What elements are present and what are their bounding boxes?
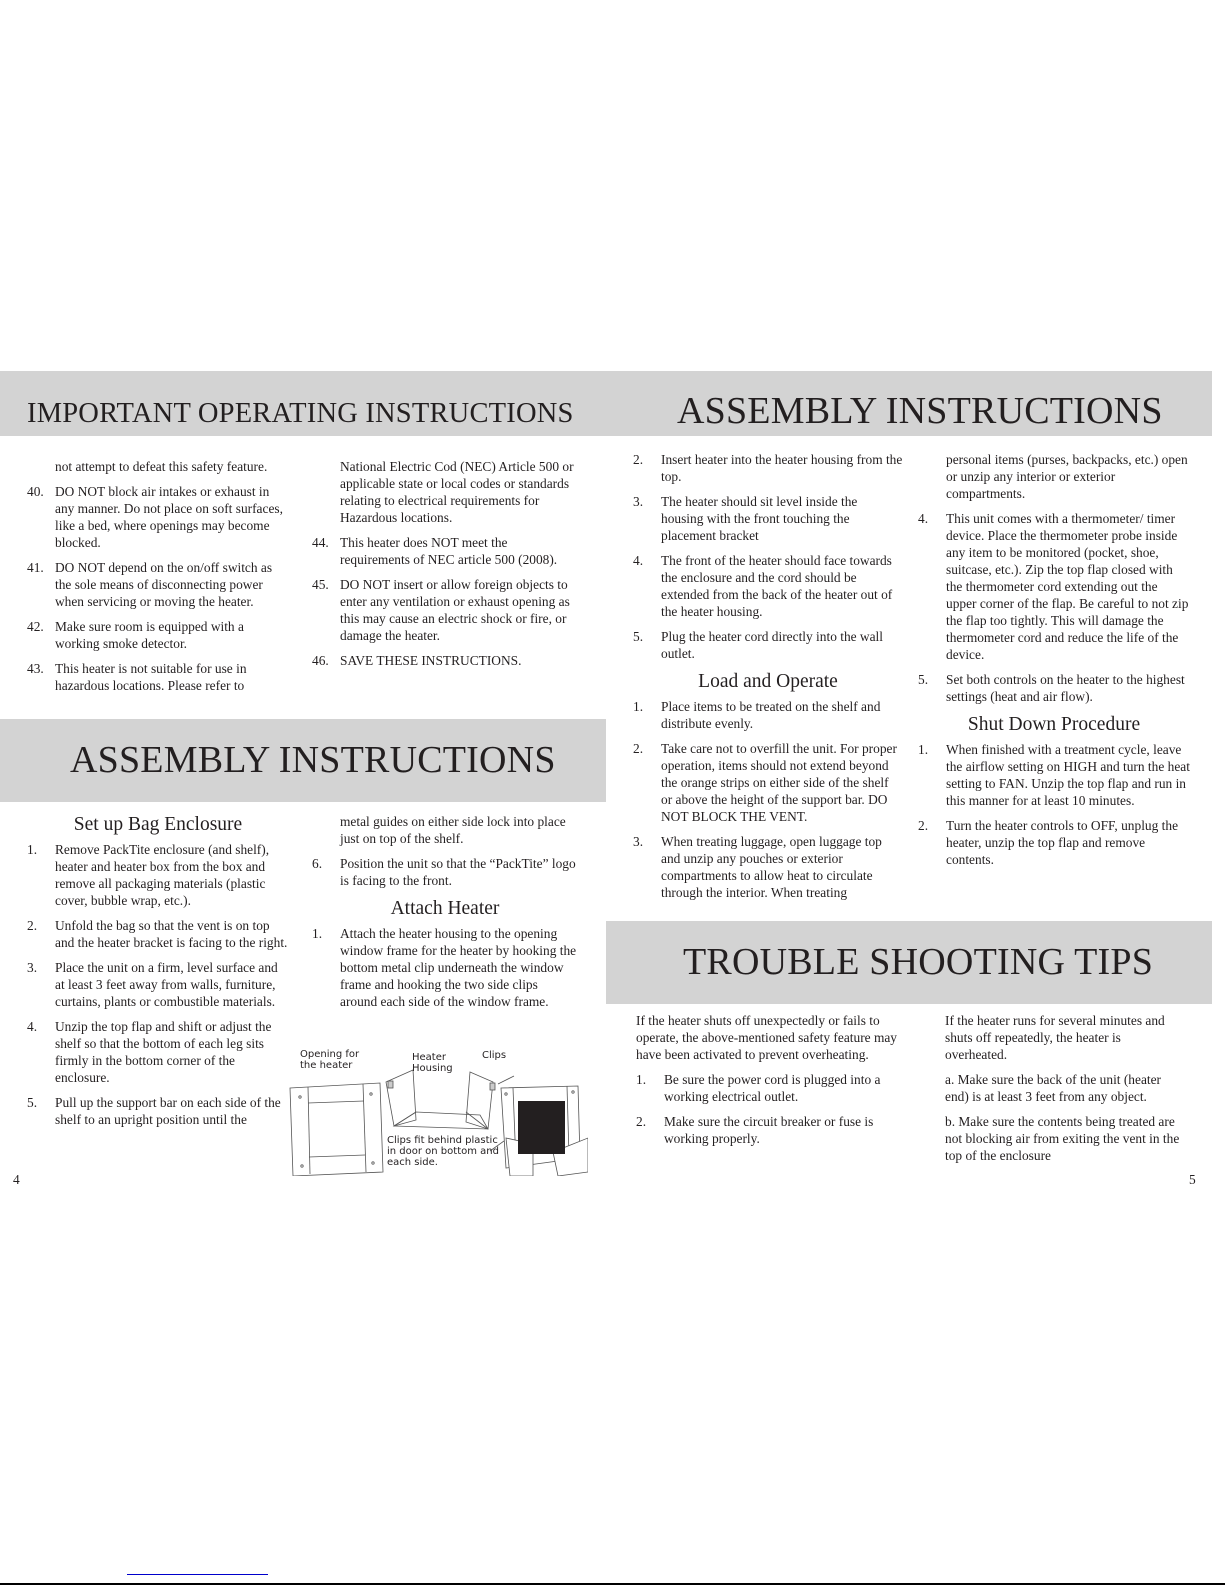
setup-col-1 — [27, 813, 289, 1136]
operating-col-2 — [312, 458, 574, 677]
list-item-continuation: not attempt to defeat this safety feature. — [55, 459, 268, 474]
list-item: 2. Turn the heater controls to OFF, unplug the heater, unzip the top flap and remove contents. — [918, 818, 1179, 867]
list-item: 5. Plug the heater cord directly into the wall outlet. — [633, 629, 883, 661]
subsection-title-shutdown: Shut Down Procedure — [967, 714, 1141, 735]
list-item: 3. When treating luggage, open luggage top and unzip any pouches or exterior compartments to allow heat to circulate through the interior. When treating — [633, 834, 882, 900]
list-item: 2. Take care not to overfill the unit. For proper operation, items should not extend beyond the orange strips on either side of the shelf or above the height of the support bar. DO NOT BLOCK THE VENT. — [633, 741, 897, 824]
list-item: 41. DO NOT depend on the on/off switch as the sole means of disconnecting power when servicing or moving the heater. — [27, 560, 273, 609]
subsection-title-attach: Attach Heater — [390, 898, 500, 919]
trouble-intro: If the heater shuts off unexpectedly or fails to operate, the above-mentioned safety feature may have been activated to prevent overheating. — [636, 1013, 897, 1062]
list-item: 43. This heater is not suitable for use in hazardous locations. Please refer to — [27, 661, 247, 693]
list-item: 5. Pull up the support bar on each side of the shelf to an upright position until the — [27, 1095, 281, 1127]
link-underline[interactable] — [127, 1574, 268, 1575]
list-item: 1. Attach the heater housing to the opening window frame for the heater by hooking the bottom metal clip underneath the window frame and hooking the two side clips around each side of the window frame. — [312, 926, 577, 1009]
list-item: 1. Place items to be treated on the shelf and distribute evenly. — [633, 699, 881, 731]
section-title-assembly-right: ASSEMBLY INSTRUCTIONS — [677, 390, 1163, 432]
trouble-col-1 — [636, 1012, 906, 1155]
label-clips: Clips — [482, 1050, 507, 1061]
list-item: 3. Place the unit on a firm, level surface and at least 3 feet away from walls, furniture, curtains, plants or combustible materials. — [27, 960, 278, 1009]
list-item: 1. When finished with a treatment cycle, leave the airflow setting on HIGH and turn the heat setting to FAN. Unzip the top flap and run in this manner for at least 10 minutes. — [918, 742, 1190, 808]
trouble-tip: b. Make sure the contents being treated are not blocking air from exiting the vent in the top of the enclosure — [945, 1114, 1180, 1163]
heater-opening-dark — [518, 1101, 565, 1154]
label-caption: Clips fit behind plastic in door on bottom and each side. — [387, 1135, 499, 1168]
operating-col-1 — [27, 458, 289, 702]
list-item: 44. This heater does NOT meet the requirements of NEC article 500 (2008). — [312, 535, 558, 567]
trouble-tip: a. Make sure the back of the unit (heater end) is at least 3 feet from any object. — [945, 1072, 1162, 1104]
assembly-right-col-2 — [918, 451, 1190, 876]
list-item: 2. Insert heater into the heater housing from the top. — [633, 452, 903, 484]
list-item-continuation: metal guides on either side lock into place just on top of the shelf. — [340, 814, 566, 846]
list-item: 3. The heater should sit level inside the housing with the front touching the placement bracket — [633, 494, 858, 543]
list-item: 1. Remove PackTite enclosure (and shelf), heater and heater box from the box and remove all packaging materials (plastic cover, bubble wrap, etc.). — [27, 842, 270, 908]
subsection-title-setup: Set up Bag Enclosure — [73, 814, 243, 835]
list-item: 4. The front of the heater should face towards the enclosure and the cord should be extended from the back of the heater out of the heater housing. — [633, 553, 893, 619]
trouble-intro: If the heater runs for several minutes and shuts off repeatedly, the heater is overheated. — [945, 1013, 1165, 1062]
label-housing: Heater Housing — [412, 1052, 453, 1074]
page-number-left: 4 — [13, 1172, 20, 1187]
list-item-continuation: personal items (purses, backpacks, etc.) open or unzip any interior or exterior compartments. — [946, 452, 1188, 501]
list-item: 4. This unit comes with a thermometer/ timer device. Place the thermometer probe inside any item to be monitored (pocket, shoe, suitcase, etc.). Zip the top flap closed with the thermometer cord extending out the upper corner of the flap. Be careful to not zip the flap too tightly. This will damage the thermometer cord and reduce the life of the device. — [918, 511, 1189, 662]
list-item: 2. Unfold the bag so that the vent is on top and the heater bracket is facing to the right. — [27, 918, 288, 950]
list-item: 6. Position the unit so that the “PackTite” logo is facing to the front. — [312, 856, 576, 888]
section-title-trouble: TROUBLE SHOOTING TIPS — [683, 941, 1154, 983]
list-item: 4. Unzip the top flap and shift or adjust the shelf so that the bottom of each leg sits firmly in the bottom corner of the enclosure. — [27, 1019, 272, 1085]
page-number-right: 5 — [1189, 1172, 1196, 1187]
list-item: 2. Make sure the circuit breaker or fuse is working properly. — [636, 1114, 874, 1146]
list-item: 42. Make sure room is equipped with a working smoke detector. — [27, 619, 244, 651]
label-opening: Opening for the heater — [300, 1049, 360, 1071]
assembly-right-col-1 — [633, 451, 903, 909]
list-item: 40. DO NOT block air intakes or exhaust in any manner. Do not place on soft surfaces, like a bed, where openings may become blocked. — [27, 484, 283, 550]
list-item: 45. DO NOT insert or allow foreign objects to enter any ventilation or exhaust opening as this may cause an electric shock or fire, or damage the heater. — [312, 577, 570, 643]
setup-col-2 — [312, 813, 578, 1018]
subsection-title-load: Load and Operate — [698, 671, 838, 692]
list-item: 5. Set both controls on the heater to the highest settings (heat and air flow). — [918, 672, 1185, 704]
list-item: 46. SAVE THESE INSTRUCTIONS. — [312, 653, 522, 668]
heater-housing-illustration — [288, 1040, 588, 1176]
trouble-col-2 — [945, 1012, 1185, 1172]
list-item-continuation: National Electric Cod (NEC) Article 500 or applicable state or local codes or standards relating to electrical requirements for Hazardous locations. — [340, 459, 574, 525]
list-item: 1. Be sure the power cord is plugged into a working electrical outlet. — [636, 1072, 881, 1104]
section-title-assembly-left: ASSEMBLY INSTRUCTIONS — [70, 739, 556, 781]
section-title-operating: IMPORTANT OPERATING INSTRUCTIONS — [27, 398, 574, 429]
